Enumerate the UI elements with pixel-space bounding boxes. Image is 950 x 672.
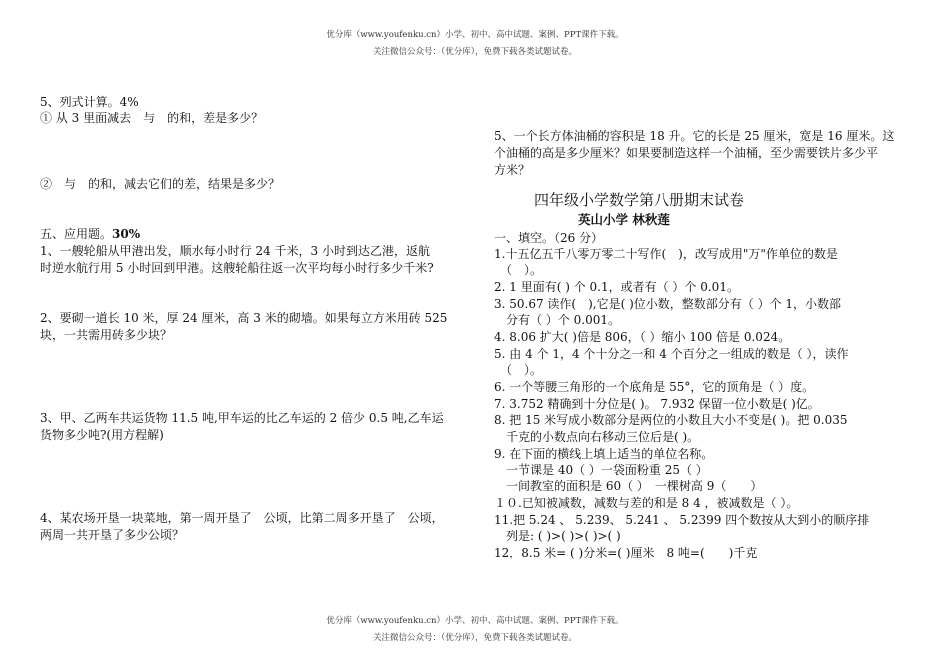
app-q5-line-2: 个油桶的高是多少厘米？如果要制造这样一个油桶，至少需要铁片多少平 [494,146,879,160]
fill-q12: 12．8.5 米= ( )分米=( )厘米 8 吨=( )千克 [494,546,758,560]
application-label: 五、应用题。 [40,227,113,241]
app-q4-line-2: 两周一共开垦了多少公顷？ [40,528,185,542]
fill-q11-line-1: 11.把 5.24 、 5.239、 5.241 、 5.2399 四个数按从大到小的顺序排 [494,513,870,527]
calc-question-2: ② 与 的和，减去它们的差，结果是多少？ [40,177,281,191]
fill-q1-line-2: （ ）。 [494,263,543,277]
fill-q4: 4. 8.06 扩大( )倍是 806，（ ）缩小 100 倍是 0.024。 [494,330,791,344]
fill-q1-line-1: 1.十五亿五千八零万零二十写作( )，改写成用"万"作单位的数是 [494,247,838,261]
footer-line-2: 关注微信公众号：（优分库），免费下载各类试题试卷。 [372,633,577,643]
header-line-1: 优分库（www.youfenku.cn）小学、初中、高中试题、案例、PPT课件下载。 [326,30,624,40]
application-title [40,226,140,243]
fill-q9-line-b: 一间教室的面积是 60（ ） 一棵树高 9（ ） [494,479,763,493]
app-q5-line-1: 5、一个长方体油桶的容积是 18 升。它的长是 25 厘米，宽是 16 厘米。这 [494,129,895,143]
author-line: 英山小学 林秋莲 [578,212,670,227]
part-1-title: 一、填空。（26 分） [494,231,604,245]
app-q2-line-1: 2、要砌一道长 10 米，厚 24 厘米，高 3 米的砌墙。如果每立方米用砖 525 [40,311,448,325]
app-q1-line-1: 1、一艘轮船从甲港出发，顺水每小时行 24 千米，3 小时到达乙港，返航 [40,244,430,258]
fill-q3-line-2: 分有（ ）个 0.001。 [494,313,620,327]
app-q3-line-1: 3、甲、乙两车共运货物 11.5 吨,甲车运的比乙车运的 2 倍少 0.5 吨,乙车运 [40,411,444,425]
fill-q6: 6. 一个等腰三角形的一个底角是 55°，它的顶角是（ ）度。 [494,380,815,394]
app-q3-line-2: 货物多少吨?(用方程解) [40,428,164,442]
fill-q8-line-1: 8. 把 15 米写成小数部分是两位的小数且大小不变是( )。把 0.035 [494,413,848,427]
fill-q5-line-1: 5. 由 4 个 1，4 个十分之一和 4 个百分之一组成的数是（ ），读作 [494,347,849,361]
app-q2-line-2: 块，一共需用砖多少块？ [40,328,173,342]
section-5-score: 4% [119,95,139,109]
exam-title: 四年级小学数学第八册期末试卷 [534,191,745,209]
application-score: 30% [112,227,141,241]
section-5-title [40,94,139,111]
footer-line-1: 优分库（www.youfenku.cn）小学、初中、高中试题、案例、PPT课件下载。 [326,616,624,626]
fill-q11-line-2: 列是: ( )>( )>( )>( ) [494,529,621,543]
header-line-2: 关注微信公众号：（优分库），免费下载各类试题试卷。 [372,47,577,57]
fill-q5-line-2: （ ）。 [494,363,543,377]
app-q5-line-3: 方米？ [494,163,531,177]
fill-q10: １０.已知被减数，减数与差的和是 8 4 ，被减数是（ ）。 [494,496,799,510]
section-5-label: 5、列式计算。 [40,95,120,109]
calc-question-1: ① 从 3 里面减去 与 的和，差是多少？ [40,111,264,125]
fill-q7: 7. 3.752 精确到十分位是( )。 7.932 保留一位小数是( )亿。 [494,397,820,411]
fill-q8-line-2: 千克的小数点向右移动三位后是( )。 [494,430,700,444]
fill-q9: 9. 在下面的横线上填上适当的单位名称。 [494,447,714,461]
app-q4-line-1: 4、某农场开垦一块菜地，第一周开垦了 公顷，比第二周多开垦了 公顷， [40,511,444,525]
fill-q2: 2. 1 里面有( ) 个 0.1，或者有（ ）个 0.01。 [494,280,739,294]
app-q1-line-2: 时逆水航行用 5 小时回到甲港。这艘轮船往返一次平均每小时行多少千米? [40,261,434,275]
fill-q9-line-a: 一节课是 40（ ）一袋面粉重 25（ ） [494,463,708,477]
fill-q3-line-1: 3. 50.67 读作( ),它是( )位小数，整数部分有（ ）个 1，小数部 [494,297,842,311]
